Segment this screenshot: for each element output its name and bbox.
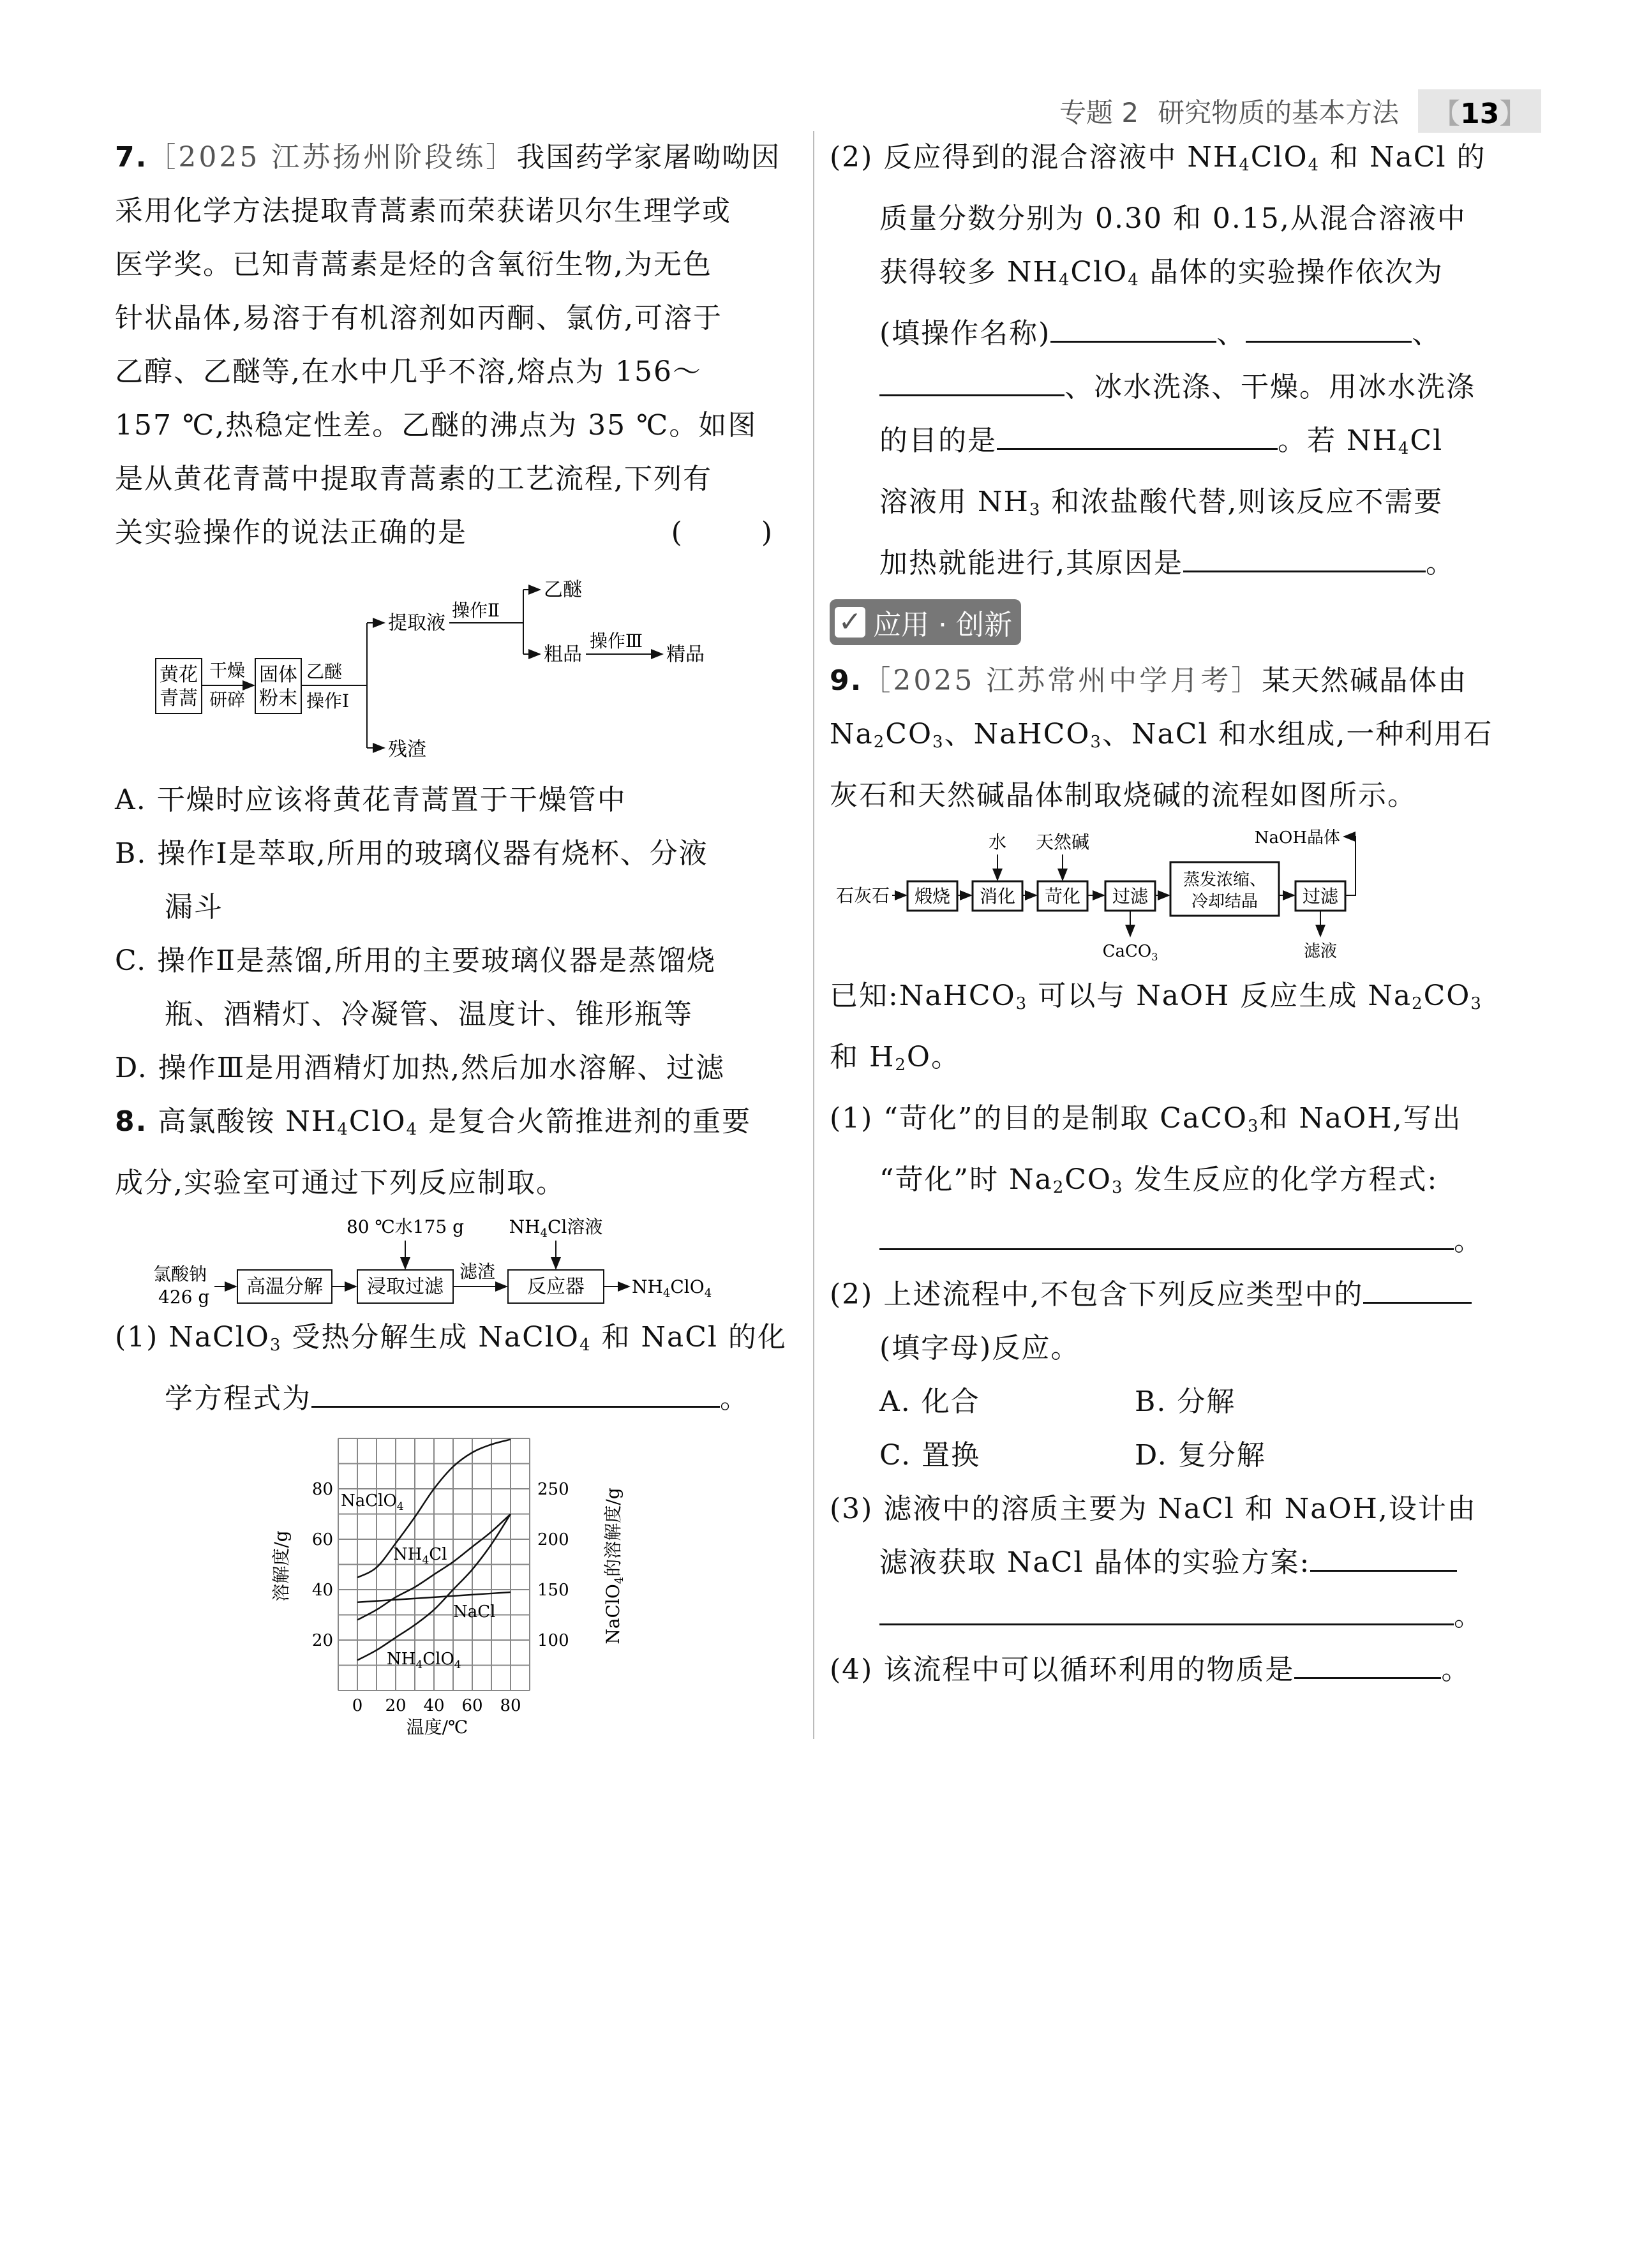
q8-p2-text: 晶体的实验操作依次为 xyxy=(1139,256,1444,288)
q8-flow-diagram xyxy=(153,1215,791,1311)
q9-p1-text: 和 NaOH,写出 xyxy=(1259,1102,1462,1135)
subscript: 2 xyxy=(873,733,886,752)
option-d-text: 复分解 xyxy=(1177,1439,1266,1472)
option-b-label[interactable]: B. xyxy=(115,837,147,870)
box-label: 冷却结晶 xyxy=(1191,892,1258,911)
answer-blank[interactable] xyxy=(879,1598,1454,1625)
subscript: 3 xyxy=(932,733,945,752)
box-label: 消化 xyxy=(979,886,1016,907)
option-d-label[interactable]: D. xyxy=(115,1052,148,1084)
q9-number: 9. xyxy=(830,664,863,697)
q8-p2-text: 溶液用 NH xyxy=(879,486,1029,518)
q8-p2-text: Cl xyxy=(1410,424,1444,457)
section-label: 专题 2 xyxy=(1059,97,1139,128)
option-c-text: 瓶、酒精灯、冷凝管、温度计、锥形瓶等 xyxy=(165,998,693,1031)
series-label-naclo4: NaClO$_4$ xyxy=(341,1491,404,1513)
q9-known-text: 已知:NaHCO xyxy=(830,980,1016,1012)
subscript: 4 xyxy=(406,1120,419,1139)
section-tag xyxy=(830,599,1021,645)
x-tick-label: 0 xyxy=(352,1696,363,1715)
subscript: 3 xyxy=(1029,500,1042,519)
q9-text: 、NaCl 和水组成,一种利用石 xyxy=(1102,718,1493,750)
q8-p2-text: 、冰水洗涤、干燥。用冰水洗涤 xyxy=(1064,371,1475,403)
box3-label: 反应器 xyxy=(527,1276,585,1298)
q8-p2-text: 和浓盐酸代替,则该反应不需要 xyxy=(1041,486,1444,518)
q7-line: 是从黄花青蒿中提取青蒿素的工艺流程,下列有 xyxy=(115,463,712,495)
subscript: 4 xyxy=(1398,439,1410,458)
subscript: 2 xyxy=(1052,1178,1065,1197)
q8-p1-text: 学方程式为 xyxy=(165,1382,311,1415)
q9-p1-text: CO xyxy=(1064,1163,1112,1196)
q9-p1-text: 发生反应的化学方程式: xyxy=(1123,1163,1438,1196)
q8-p2-text: 。若 NH xyxy=(1278,424,1398,457)
answer-blank[interactable] xyxy=(1363,1276,1472,1304)
residue-label: 滤渣 xyxy=(459,1261,496,1282)
q9-p4-label: (4) xyxy=(830,1653,874,1686)
nh4cl-input-label: $NH_4Cl$溶液 xyxy=(509,1216,603,1240)
x-axis-label: 温度/℃ xyxy=(406,1717,468,1738)
series-label-nh4clo4: $NH_4ClO_4$ xyxy=(387,1650,461,1671)
chart-ticks xyxy=(312,1480,569,1715)
period: 。 xyxy=(720,1382,749,1415)
q9-flow-diagram xyxy=(836,823,1500,969)
box-label: 过滤 xyxy=(1112,886,1149,907)
water-label: 水 xyxy=(988,832,1007,853)
q9-known-text: 和 H xyxy=(830,1041,895,1073)
q7-flow-diagram xyxy=(147,563,785,767)
input-name: 氯酸钠 xyxy=(153,1264,207,1285)
q9-text: 灰石和天然碱晶体制取烧碱的流程如图所示。 xyxy=(830,779,1417,812)
box1-line: 黄花 xyxy=(160,664,198,686)
q8-text: ClO xyxy=(348,1105,407,1138)
q9-text: Na xyxy=(830,718,874,750)
y-tick-label-right: 250 xyxy=(537,1480,569,1499)
series-label-nh4cl: $NH_4Cl$ xyxy=(393,1545,447,1567)
option-c-text: 操作Ⅱ是蒸馏,所用的主要玻璃仪器是蒸馏烧 xyxy=(157,944,716,977)
period: 。 xyxy=(1454,1600,1483,1632)
option-a-text: 化合 xyxy=(921,1385,980,1418)
q9-text: 、NaHCO xyxy=(944,718,1091,750)
q8-p2-text: 质量分数分别为 0.30 和 0.15,从混合溶液中 xyxy=(879,202,1467,235)
x-tick-label: 20 xyxy=(385,1696,407,1715)
caco3-label: CaCO$_3$ xyxy=(1102,942,1158,963)
subscript: 4 xyxy=(1308,156,1320,175)
q9-p3-text: 滤液获取 NaCl 晶体的实验方案: xyxy=(879,1546,1311,1579)
column-divider xyxy=(813,131,814,1739)
q8-text: 是复合火箭推进剂的重要 xyxy=(418,1105,752,1138)
solubility-chart xyxy=(262,1432,645,1738)
box1-label: 高温分解 xyxy=(246,1276,323,1298)
q8-p2-text: (填操作名称) xyxy=(879,317,1051,350)
limestone-label: 石灰石 xyxy=(836,885,890,906)
answer-paren[interactable]: ( ) xyxy=(671,516,798,549)
answer-blank[interactable] xyxy=(1310,1544,1457,1572)
op2-label: 操作Ⅱ xyxy=(452,600,500,621)
q9-p2-text: 上述流程中,不包含下列反应类型中的 xyxy=(883,1278,1364,1311)
extract-label: 提取液 xyxy=(388,612,445,634)
period: 。 xyxy=(1454,1225,1483,1257)
page-header xyxy=(1059,89,1541,133)
answer-blank[interactable] xyxy=(879,1223,1454,1250)
q8-p2-text: 和 NaCl 的 xyxy=(1320,141,1486,174)
input-mass: 426 g xyxy=(158,1287,210,1308)
box-label: 煅烧 xyxy=(914,886,951,907)
option-b-text: 漏斗 xyxy=(165,891,223,923)
period: 。 xyxy=(1441,1653,1471,1686)
q7-line: 针状晶体,易溶于有机溶剂如丙酮、氯仿,可溶于 xyxy=(115,302,722,334)
y-tick-label-left: 40 xyxy=(311,1581,333,1600)
answer-blank[interactable] xyxy=(879,369,1064,396)
question-8 xyxy=(115,1095,798,1738)
q8-number: 8. xyxy=(115,1105,148,1138)
q9-known-text: CO xyxy=(1423,980,1471,1012)
y-tick-label-right: 150 xyxy=(537,1581,569,1600)
option-c-label: C. xyxy=(879,1439,912,1472)
subscript: 4 xyxy=(579,1336,592,1355)
q9-p2-options xyxy=(830,1429,1512,1482)
q7-line: 157 ℃,热稳定性差。乙醚的沸点为 35 ℃。如图 xyxy=(115,409,758,442)
box-label: 蒸发浓缩、 xyxy=(1183,870,1267,890)
product-label: 精品 xyxy=(666,643,705,666)
filtrate-label: 滤液 xyxy=(1303,942,1338,961)
box-label: 苛化 xyxy=(1044,886,1081,907)
answer-blank[interactable] xyxy=(1050,315,1216,343)
subscript: 2 xyxy=(1412,994,1424,1013)
y-tick-label-left: 60 xyxy=(311,1530,333,1549)
q8-p2-text: 获得较多 NH xyxy=(879,256,1059,288)
q8-text: 高氯酸铵 NH xyxy=(158,1105,338,1138)
question-9 xyxy=(830,654,1512,1697)
q7-source: ［2025 江苏扬州阶段练］ xyxy=(147,141,517,174)
option-d-text: 操作Ⅲ是用酒精灯加热,然后加水溶解、过滤 xyxy=(158,1052,726,1084)
option-b-text: 操作Ⅰ是萃取,所用的玻璃仪器有烧杯、分液 xyxy=(157,837,708,870)
subscript: 3 xyxy=(1470,994,1482,1013)
box1-line: 青蒿 xyxy=(160,687,198,710)
option-a-text: 干燥时应该将黄花青蒿置于干燥管中 xyxy=(156,784,627,816)
q9-known-text: 可以与 NaOH 反应生成 Na xyxy=(1027,980,1412,1012)
arrow2-top-label: 乙醚 xyxy=(306,661,343,682)
q8-p1-text: NaClO xyxy=(168,1321,270,1354)
subscript: 3 xyxy=(1112,1178,1124,1197)
q8-p2-text: ClO xyxy=(1070,256,1128,288)
option-b[interactable] xyxy=(1135,1375,1390,1429)
option-d[interactable] xyxy=(1135,1429,1390,1482)
residue-label: 残渣 xyxy=(388,738,426,761)
y-tick-label-left: 80 xyxy=(311,1480,333,1499)
q9-p3-text: 滤液中的溶质主要为 NaCl 和 NaOH,设计由 xyxy=(883,1493,1477,1525)
q7-number: 7. xyxy=(115,141,148,174)
subscript: 4 xyxy=(1058,271,1071,290)
ether-label: 乙醚 xyxy=(544,579,582,601)
answer-blank[interactable] xyxy=(1294,1652,1441,1679)
q9-text: CO xyxy=(885,718,933,750)
y-axis-label-right: NaClO$_4$的溶解度/g xyxy=(602,1488,626,1645)
q9-p2-options xyxy=(830,1375,1512,1429)
q8-p2-text: 加热就能进行,其原因是 xyxy=(879,547,1183,579)
answer-blank[interactable] xyxy=(1183,545,1426,572)
q9-known-text: O。 xyxy=(906,1041,960,1073)
option-a[interactable] xyxy=(879,1375,1135,1429)
option-b-label: B. xyxy=(1135,1385,1167,1418)
x-tick-label: 60 xyxy=(461,1696,483,1715)
subscript: 3 xyxy=(1090,733,1102,752)
q7-line: 医学奖。已知青蒿素是烃的含氧衍生物,为无色 xyxy=(115,248,712,281)
subscript: 3 xyxy=(269,1336,282,1355)
q7-line: 乙醇、乙醚等,在水中几乎不溶,熔点为 156～ xyxy=(115,355,702,388)
q9-text: 某天然碱晶体由 xyxy=(1262,664,1468,697)
period: 。 xyxy=(1426,547,1455,579)
y-tick-label-right: 200 xyxy=(537,1530,569,1549)
page-number-badge: 【13】 xyxy=(1418,89,1541,133)
question-7 xyxy=(115,131,798,1095)
subscript: 3 xyxy=(1247,1117,1260,1136)
option-c-text: 置换 xyxy=(922,1439,981,1472)
option-a-label: A. xyxy=(879,1385,911,1418)
section-title: 研究物质的基本方法 xyxy=(1158,97,1400,128)
q9-p3-label: (3) xyxy=(830,1493,874,1525)
naoh-crystal-label: NaOH晶体 xyxy=(1254,828,1340,847)
y-axis-label-left: 溶解度/g xyxy=(271,1530,292,1602)
box2-line: 固体 xyxy=(259,664,297,686)
subscript: 4 xyxy=(1239,156,1251,175)
q9-p2-label: (2) xyxy=(830,1278,874,1311)
subscript: 2 xyxy=(895,1056,907,1075)
subscript: 3 xyxy=(1015,994,1028,1013)
subscript: 4 xyxy=(1128,271,1140,290)
option-c-label[interactable]: C. xyxy=(115,944,147,977)
trona-label: 天然碱 xyxy=(1035,832,1090,853)
q8-p2-label: (2) xyxy=(830,141,874,174)
checkmark-icon: ✓ xyxy=(835,607,865,638)
arrow1-bottom-label: 研碎 xyxy=(209,689,246,710)
q8-p1-text: 受热分解生成 NaClO xyxy=(281,1321,579,1354)
product-label: $NH_4ClO_4$ xyxy=(632,1276,712,1300)
op3-label: 操作Ⅲ xyxy=(590,630,643,652)
q8-p2-text: 反应得到的混合溶液中 NH xyxy=(883,141,1239,174)
q8-p1-text: 和 NaCl 的化 xyxy=(591,1321,787,1354)
y-tick-label-right: 100 xyxy=(537,1631,569,1650)
box2-label: 浸取过滤 xyxy=(367,1276,444,1298)
option-a-label[interactable]: A. xyxy=(115,784,147,816)
section-tag-label: 应用 · 创新 xyxy=(873,609,1012,641)
q9-p1-text: “苛化”时 Na xyxy=(879,1163,1053,1196)
option-d-label: D. xyxy=(1135,1439,1168,1472)
q8-p1-label: (1) xyxy=(115,1321,159,1354)
separator: 、 xyxy=(1412,317,1442,350)
box2-line: 粉末 xyxy=(259,687,297,710)
box-label: 过滤 xyxy=(1302,886,1339,907)
q7-line: 我国药学家屠呦呦因 xyxy=(516,141,781,174)
question-8-part-2 xyxy=(830,131,1512,590)
arrow1-top-label: 干燥 xyxy=(209,660,246,681)
option-c[interactable] xyxy=(879,1429,1135,1482)
q8-p2-text: ClO xyxy=(1250,141,1308,174)
q7-line: 关实验操作的说法正确的是 xyxy=(115,516,467,549)
q9-p1-text: “苛化”的目的是制取 CaCO xyxy=(883,1102,1248,1135)
q9-p4-text: 该流程中可以循环利用的物质是 xyxy=(883,1653,1295,1686)
y-tick-label-left: 20 xyxy=(311,1631,333,1650)
page-number: 13 xyxy=(1460,98,1500,130)
left-column xyxy=(115,131,798,1738)
answer-blank[interactable] xyxy=(997,422,1278,450)
answer-blank[interactable] xyxy=(1246,315,1412,343)
series-label-nacl: NaCl xyxy=(453,1602,496,1622)
crude-label: 粗品 xyxy=(544,643,582,666)
q9-p2-text: (填字母)反应。 xyxy=(879,1332,1080,1364)
water-input-label: 80 ℃水175 g xyxy=(346,1216,465,1237)
subscript: 4 xyxy=(337,1120,349,1139)
arrow2-bottom-label: 操作Ⅰ xyxy=(306,690,350,712)
q9-source: ［2025 江苏常州中学月考］ xyxy=(862,664,1262,697)
option-b-text: 分解 xyxy=(1177,1385,1236,1418)
q7-line: 采用化学方法提取青蒿素而荣获诺贝尔生理学或 xyxy=(115,195,731,227)
answer-blank[interactable] xyxy=(311,1380,720,1408)
right-column xyxy=(830,131,1512,1697)
q9-p1-label: (1) xyxy=(830,1102,874,1135)
x-tick-label: 80 xyxy=(500,1696,521,1715)
x-tick-label: 40 xyxy=(423,1696,445,1715)
q8-text: 成分,实验室可通过下列反应制取。 xyxy=(115,1167,565,1199)
separator: 、 xyxy=(1216,317,1246,350)
q8-p2-text: 的目的是 xyxy=(879,424,997,457)
